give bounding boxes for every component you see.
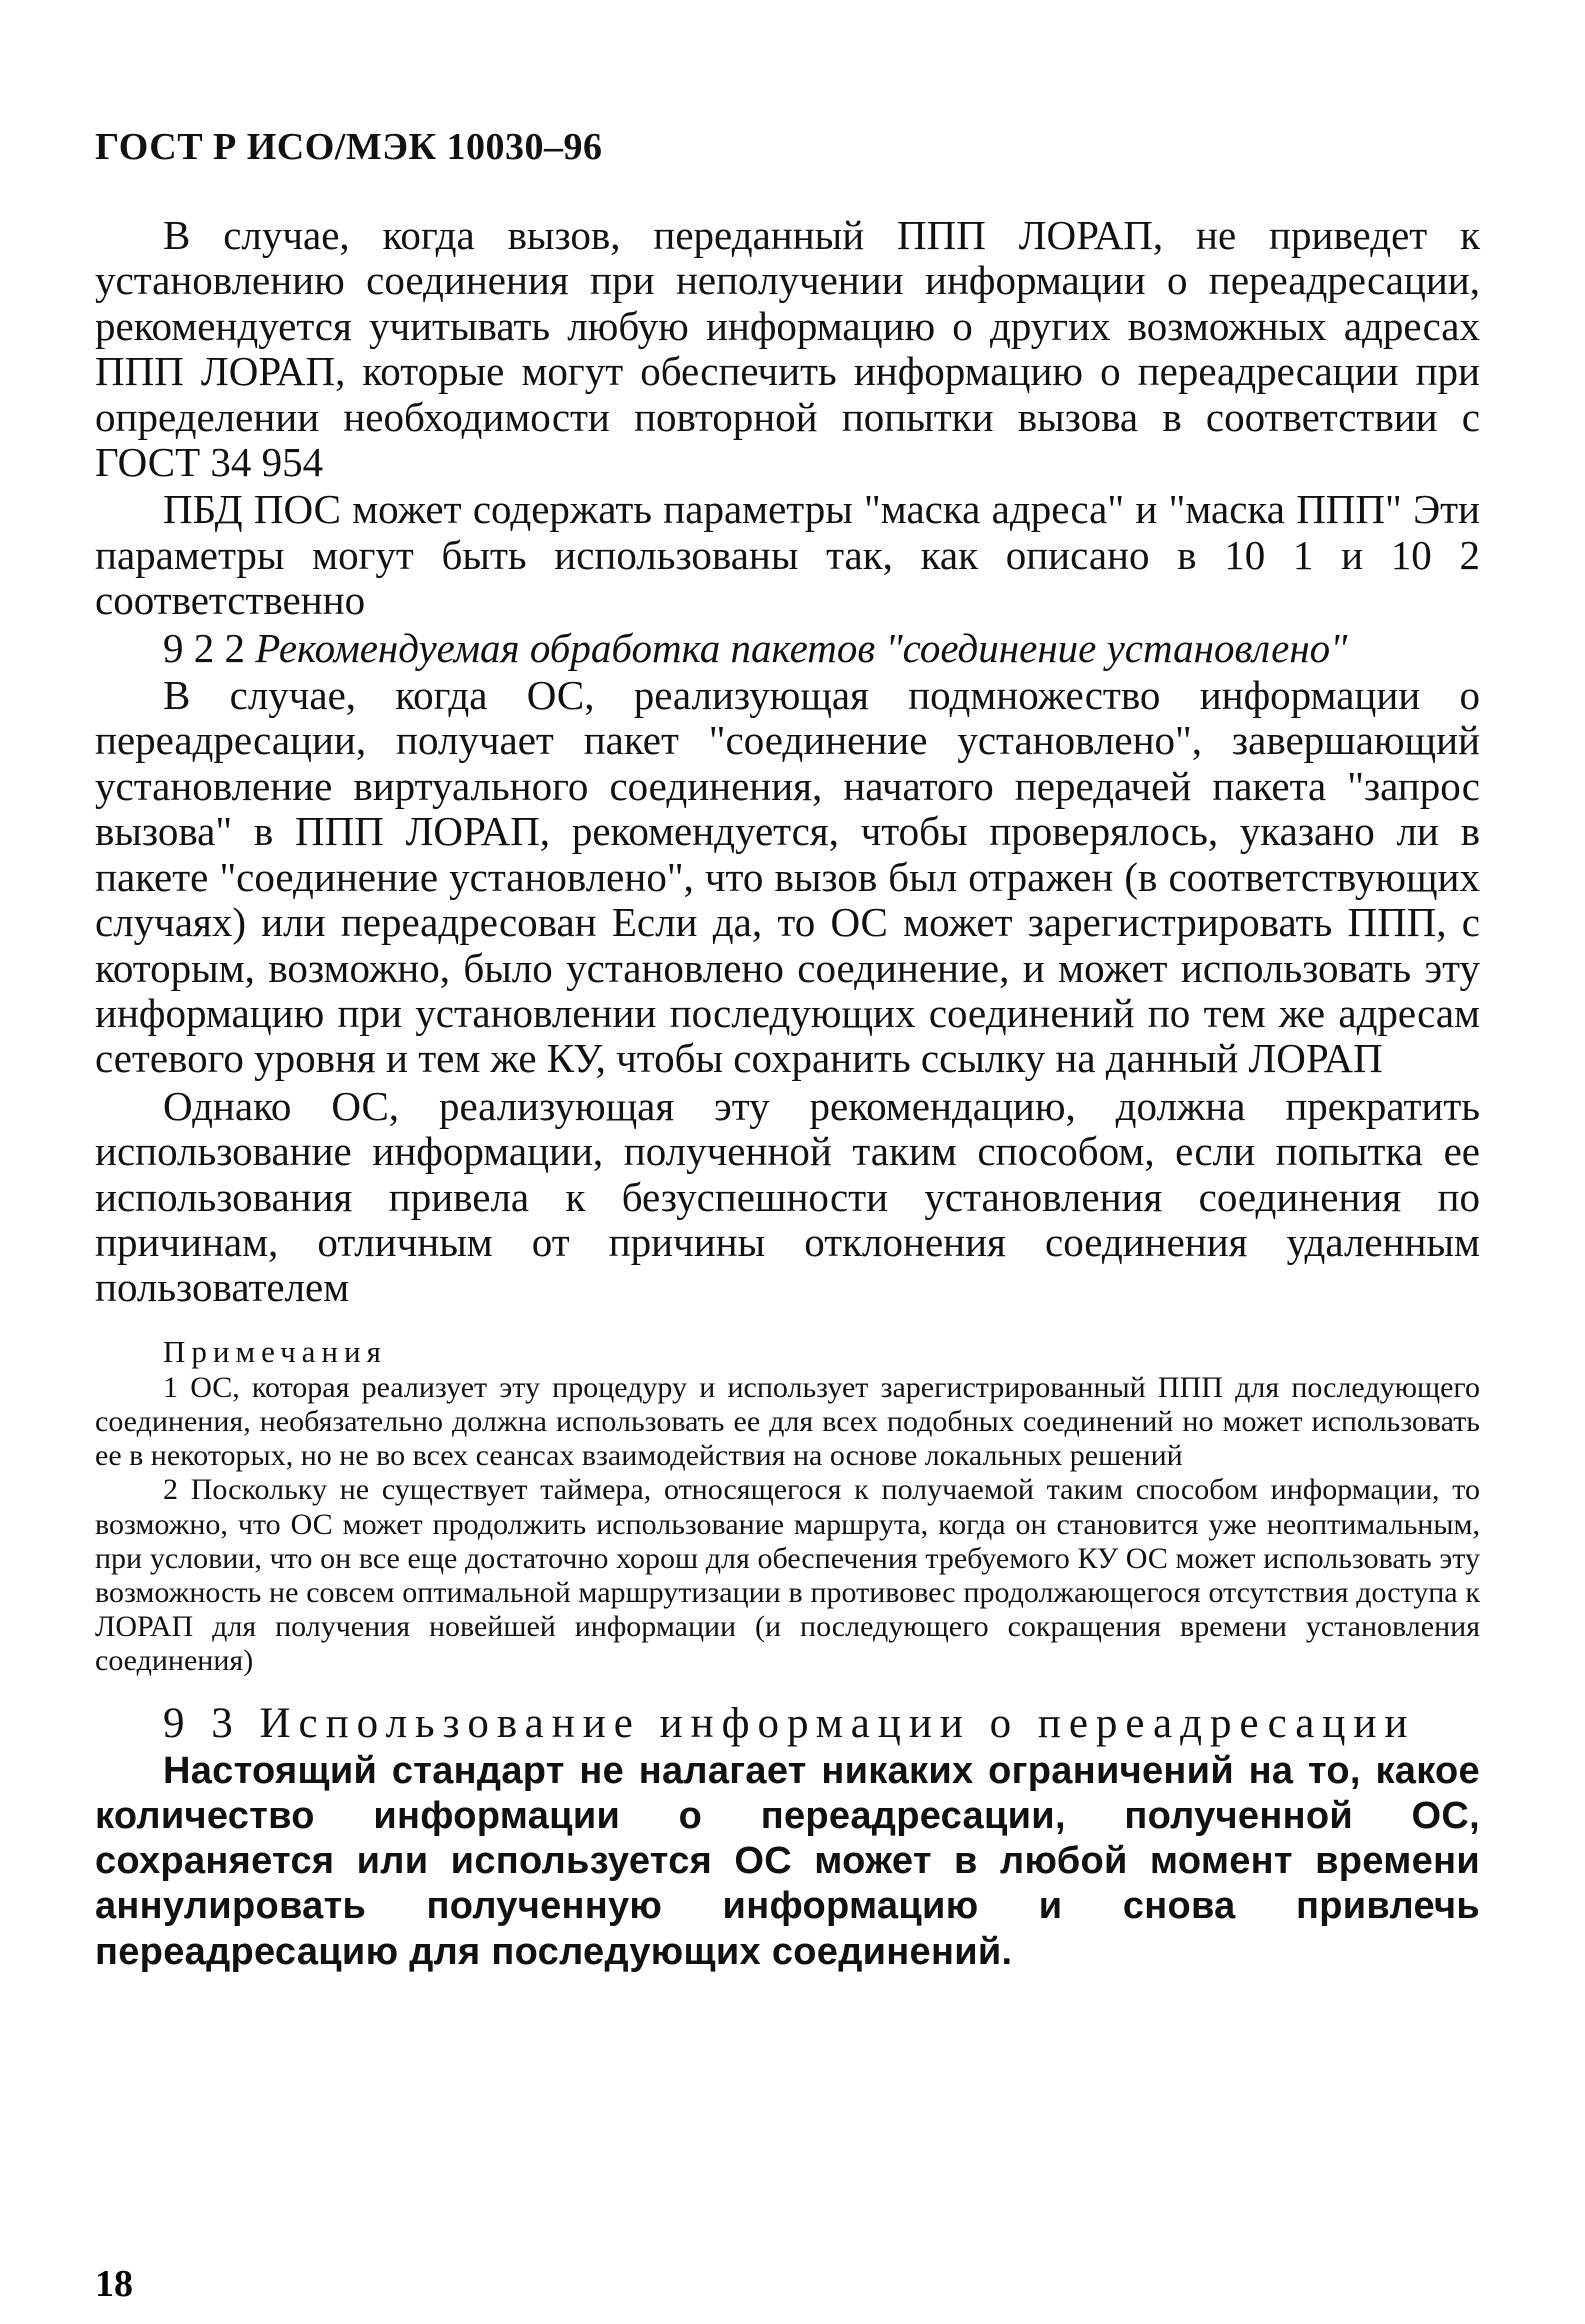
document-header: ГОСТ Р ИСО/МЭК 10030–96 [95,126,603,168]
subsection-title: Рекомендуемая обработка пакетов "соединение установлено" [255,624,1348,671]
subsection-number: 9 2 2 [163,624,245,671]
paragraph: Однако ОС, реализующая эту рекомендацию, должна прекратить использование информации, полученной таким способом, если попытка ее использования привела к безуспешности установления соединения по причинам, отличным от причины отклонения соединения удаленным пользователем [95,1082,1480,1311]
section-paragraph: Настоящий стандарт не налагает никаких ограничений на то, какое количество информации о переадресации, полученной ОС, сохраняется или используется ОС может в любой момент времени аннулировать полученную информацию и снова привлечь переадресацию для последующих соединений. [95,1749,1480,1973]
paragraph: ПБД ПОС может содержать параметры "маска адреса" и "маска ППП" Эти параметры могут быть использованы так, как описано в 10 1 и 10 2 соответственно [95,486,1480,624]
page-number: 18 [95,2263,133,2305]
paragraph: В случае, когда вызов, переданный ППП ЛОРАП, не приведет к установлению соединения при неполучении информации о переадресации, рекомендуется учитывать любую информацию о других возможных адресах ППП ЛОРАП, которые могут обеспечить информацию о переадресации при определении необходимости повторной попытки вызова в соответствии с ГОСТ 34 954 [95,212,1480,486]
subsection-heading [95,626,1480,671]
notes-heading: Примечания [163,1333,387,1369]
section-title: Использование информации о переадресации [259,1699,1416,1747]
note-item: 1 ОС, которая реализует эту процедуру и использует зарегистрированный ППП для последующего соединения, необязательно должна использовать ее для всех подобных соединений но может использовать ее в некоторых, но не во всех сеансах взаимодействия на основе локальных решений [95,1370,1480,1473]
section-heading [95,1699,1480,1749]
document-page [95,125,1480,1975]
note-item: 2 Поскольку не существует таймера, относящегося к получаемой таким способом информации, то возможно, что ОС может продолжить использование маршрута, когда он становится уже неоптимальным, при условии, что он все еще достаточно хорош для обеспечения требуемого КУ ОС может использовать эту возможность не совсем оптимальной маршрутизации в противовес продолжающегося отсутствия доступа к ЛОРАП для получения новейшей информации (и последующего сокращения времени установления соединения) [95,1473,1480,1678]
paragraph: В случае, когда ОС, реализующая подмножество информации о переадресации, получает пакет "соединение установлено", завершающий установление виртуального соединения, начатого передачей пакета "запрос вызова" в ППП ЛОРАП, рекомендуется, чтобы проверялось, указано ли в пакете "соединение установлено", что вызов был отражен (в соответствующих случаях) или переадресован Если да, то ОС может зарегистрировать ППП, с которым, возможно, было установлено соединение, и может использовать эту информацию при установлении последующих соединений по тем же адресам сетевого уровня и тем же КУ, чтобы сохранить ссылку на данный ЛОРАП [95,672,1480,1082]
section-number: 9 3 [163,1699,241,1747]
